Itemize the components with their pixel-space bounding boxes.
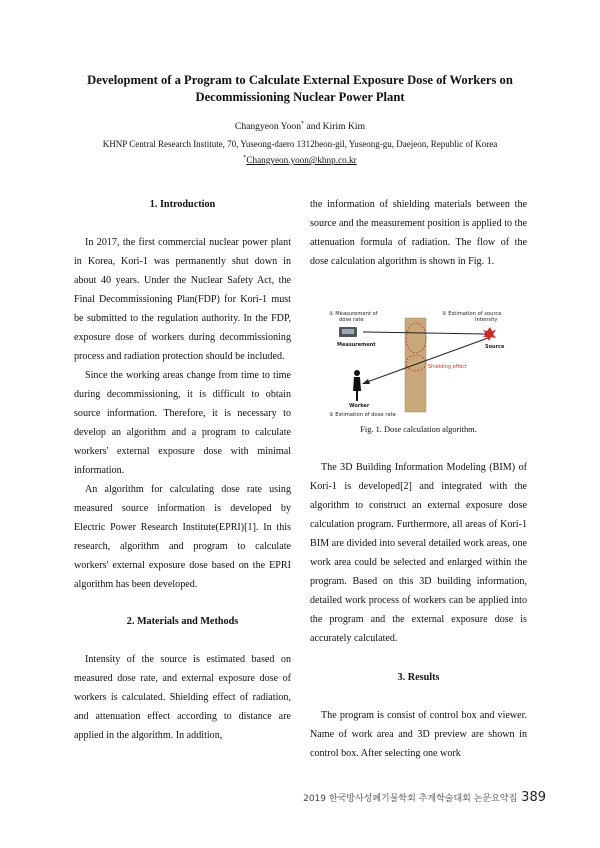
right-column-bottom	[310, 458, 527, 763]
intro-paragraph-1: In 2017, the first commercial nuclear power plant in Korea, Kori-1 was permanently shut down in about 40 years. Under the Nuclear Safety Act, the Final Decommissioning Plan(FDP) for Kori-1 must be submitted to the regulation authority. In the FDP, exposure dose of workers during decommissioning process and radiation protection should be included.	[74, 237, 291, 362]
email-link[interactable]: Changyeon.yoon@khnp.co.kr	[246, 155, 357, 166]
results-paragraph-1: The program is consist of control box and viewer. Name of work area and 3D preview are shown in control box. After selecting one work	[310, 710, 527, 759]
label-shielding: Shielding effect	[428, 364, 467, 370]
author-list	[60, 121, 540, 132]
label-dose-rate: ③ Estimation of dose rate	[329, 412, 396, 418]
page-number: 389	[521, 790, 546, 805]
title-line-1: Development of a Program to Calculate External Exposure Dose of Workers on	[87, 73, 513, 87]
methods-paragraph-1: Intensity of the source is estimated based on measured dose rate, and external exposure dose of workers is calculated. Shielding effect of radiation, and attenuation effect according to distance are applied in the algorithm. In addition,	[74, 654, 291, 741]
label-measurement: Measurement	[337, 342, 376, 348]
label-measurement-1: ① Measurement of	[329, 311, 378, 317]
arrow-source-to-worker	[367, 338, 488, 382]
left-column	[74, 195, 291, 745]
page-footer	[303, 790, 546, 805]
methods-paragraph-cont: the information of shielding materials between the source and the measurement position is applied to the attenuation formula of radiation. The flow of the dose calculation algorithm is shown in Fig. 1.	[310, 199, 527, 267]
title-line-2: Decommissioning Nuclear Power Plant	[195, 90, 405, 104]
footer-text: 2019 한국방사성폐기물학회 추계학술대회 논문요약집	[303, 794, 518, 804]
dose-algorithm-figure	[325, 305, 525, 420]
right-column-top	[310, 195, 527, 271]
label-estimation-2: intensity	[475, 317, 498, 323]
label-source: Source	[485, 344, 505, 350]
worker-icon	[354, 370, 360, 376]
results-heading: 3. Results	[397, 672, 440, 683]
label-measurement-2: dose rate	[339, 317, 364, 323]
corresponding-mark: *	[301, 121, 305, 127]
arrowhead-2	[362, 379, 370, 384]
label-worker: Worker	[349, 403, 370, 409]
methods-paragraph-2: The 3D Building Information Modeling (BIM) of Kori-1 is developed[2] and integrated with the algorithm to construct an external exposure dose calculation program. Furthermore, all areas of Kori-1 BIM are divided into several detailed work areas, one work area could be selected and enlarged within the program. Based on this 3D building information, detailed work process of workers can be applied into the program and the external exposure dose is accurately calculated.	[310, 462, 527, 644]
affiliation: KHNP Central Research Institute, 70, Yuseong-daero 1312beon-gil, Yuseong-gu, Daejeon, Republic of Korea	[102, 139, 498, 149]
paper-title	[60, 72, 540, 106]
label-estimation-1: ② Estimation of source	[442, 311, 502, 317]
email-line	[60, 155, 540, 165]
author-rest: and Kirim Kim	[304, 121, 366, 133]
email-mark: *	[243, 155, 247, 161]
intro-paragraph-3: An algorithm for calculating dose rate using measured source information is developed by Electric Power Research Institute(EPRI)[1]. In this research, algorithm and program to calculate workers' external exposure dose based on the EPRI algorithm has been developed.	[74, 484, 291, 590]
shield-wall	[405, 318, 426, 412]
figure-caption: Fig. 1. Dose calculation algorithm.	[360, 425, 477, 434]
author-1: Changyeon Yoon	[234, 121, 302, 133]
intro-paragraph-2: Since the working areas change from time to time during decommissioning, it is difficult to obtain source information. Therefore, it is necessary to develop an algorithm and a program to calculate workers' external exposure dose with minimal information.	[74, 370, 291, 476]
intro-heading: 1. Introduction	[149, 199, 216, 210]
methods-heading: 2. Materials and Methods	[126, 616, 239, 627]
